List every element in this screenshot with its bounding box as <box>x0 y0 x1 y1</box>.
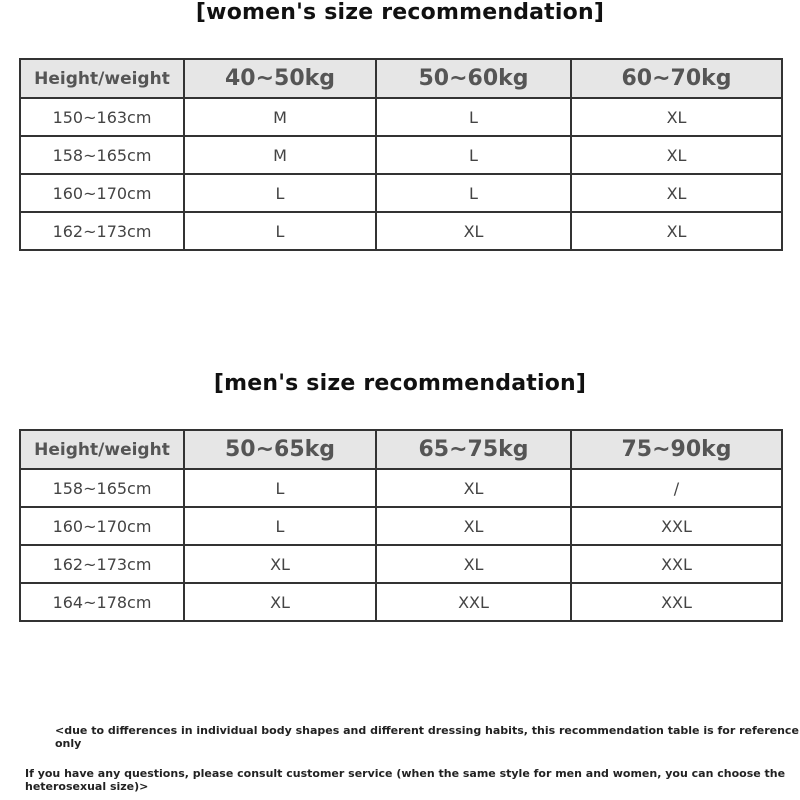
disclaimer-note: <due to differences in individual body shapes and different dressing habits, this recommendation table is for reference only <box>55 724 799 750</box>
women-size-title: [women's size recommendation] <box>195 0 605 25</box>
customer-service-note: If you have any questions, please consult customer service (when the same style for men and women, you can choose the heterosexual size)> <box>25 767 786 793</box>
size-cell: XXL <box>571 583 782 621</box>
size-cell: XL <box>571 136 782 174</box>
table-row <box>20 136 782 174</box>
men-table-header-row <box>20 430 782 469</box>
table-row <box>20 545 782 583</box>
women-size-table <box>19 58 783 251</box>
height-range-cell: 162~173cm <box>20 545 184 583</box>
size-cell: L <box>376 174 571 212</box>
women-header-weight-2: 50~60kg <box>376 59 571 98</box>
women-table-header-row <box>20 59 782 98</box>
size-cell: M <box>184 136 376 174</box>
size-cell: M <box>184 98 376 136</box>
size-cell: L <box>376 136 571 174</box>
size-cell: XL <box>376 545 571 583</box>
size-cell: L <box>184 174 376 212</box>
height-range-cell: 160~170cm <box>20 507 184 545</box>
size-cell: L <box>184 212 376 250</box>
height-range-cell: 160~170cm <box>20 174 184 212</box>
size-cell: XL <box>184 545 376 583</box>
women-header-weight-1: 40~50kg <box>184 59 376 98</box>
size-cell: L <box>376 98 571 136</box>
men-header-weight-2: 65~75kg <box>376 430 571 469</box>
size-cell: XXL <box>376 583 571 621</box>
size-cell: XL <box>184 583 376 621</box>
women-header-weight-3: 60~70kg <box>571 59 782 98</box>
men-size-title: [men's size recommendation] <box>213 371 587 396</box>
men-header-weight-3: 75~90kg <box>571 430 782 469</box>
women-header-height-weight: Height/weight <box>20 59 184 98</box>
size-cell: XL <box>571 98 782 136</box>
size-cell: XL <box>571 212 782 250</box>
table-row <box>20 174 782 212</box>
height-range-cell: 158~165cm <box>20 469 184 507</box>
table-row <box>20 98 782 136</box>
table-row <box>20 583 782 621</box>
table-row <box>20 507 782 545</box>
table-row <box>20 212 782 250</box>
size-cell: L <box>184 507 376 545</box>
table-row <box>20 469 782 507</box>
height-range-cell: 162~173cm <box>20 212 184 250</box>
height-range-cell: 164~178cm <box>20 583 184 621</box>
size-cell: XXL <box>571 545 782 583</box>
size-cell: XL <box>376 469 571 507</box>
size-cell: / <box>571 469 782 507</box>
men-header-height-weight: Height/weight <box>20 430 184 469</box>
height-range-cell: 158~165cm <box>20 136 184 174</box>
men-size-table <box>19 429 783 622</box>
size-cell: XL <box>376 507 571 545</box>
height-range-cell: 150~163cm <box>20 98 184 136</box>
size-cell: XL <box>376 212 571 250</box>
size-cell: L <box>184 469 376 507</box>
men-header-weight-1: 50~65kg <box>184 430 376 469</box>
size-cell: XL <box>571 174 782 212</box>
size-cell: XXL <box>571 507 782 545</box>
